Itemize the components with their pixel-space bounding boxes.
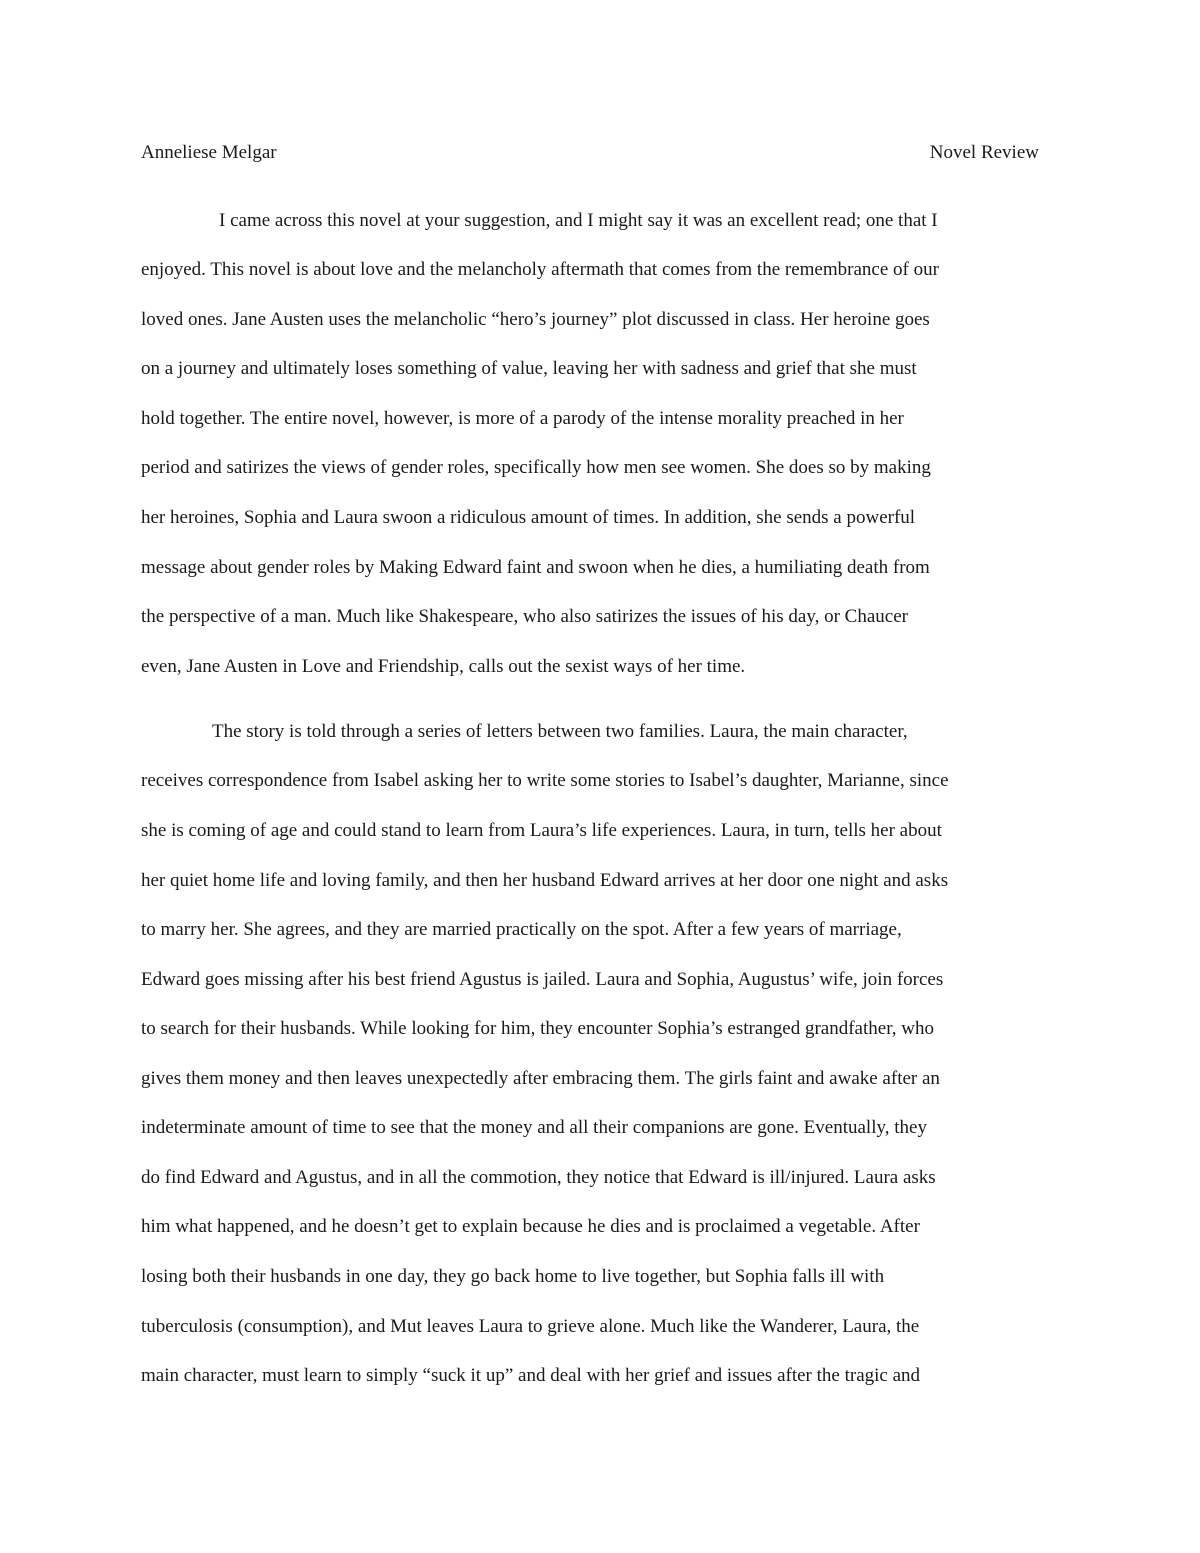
text-line: main character, must learn to simply “suck it up” and deal with her grief and issues after the tragic and bbox=[141, 1365, 921, 1386]
text-line: Edward goes missing after his best friend Agustus is jailed. Laura and Sophia, Augustus’ wife, join forces bbox=[141, 969, 944, 990]
text-line: even, Jane Austen in Love and Friendship, calls out the sexist ways of her time. bbox=[141, 656, 746, 677]
text-line: her quiet home life and loving family, and then her husband Edward arrives at her door one night and asks bbox=[141, 870, 949, 891]
text-line: The story is told through a series of letters between two families. Laura, the main character, bbox=[212, 721, 908, 742]
document-header bbox=[141, 142, 1039, 168]
text-line: gives them money and then leaves unexpectedly after embracing them. The girls faint and awake after an bbox=[141, 1068, 940, 1089]
text-line: her heroines, Sophia and Laura swoon a ridiculous amount of times. In addition, she sends a powerful bbox=[141, 507, 916, 528]
text-line: loved ones. Jane Austen uses the melancholic “hero’s journey” plot discussed in class. Her heroine goes bbox=[141, 309, 930, 330]
text-line: message about gender roles by Making Edward faint and swoon when he dies, a humiliating death from bbox=[141, 557, 930, 578]
text-line: the perspective of a man. Much like Shakespeare, who also satirizes the issues of his day, or Chaucer bbox=[141, 606, 908, 627]
document-type: Novel Review bbox=[929, 142, 1039, 163]
text-line: hold together. The entire novel, however, is more of a parody of the intense morality preached in her bbox=[141, 408, 904, 429]
text-line: losing both their husbands in one day, they go back home to live together, but Sophia falls ill with bbox=[141, 1266, 885, 1287]
text-line: to search for their husbands. While looking for him, they encounter Sophia’s estranged grandfather, who bbox=[141, 1018, 934, 1039]
text-line: tuberculosis (consumption), and Mut leaves Laura to grieve alone. Much like the Wanderer, Laura, the bbox=[141, 1316, 920, 1337]
text-line: do find Edward and Agustus, and in all the commotion, they notice that Edward is ill/injured. Laura asks bbox=[141, 1167, 936, 1188]
text-line: period and satirizes the views of gender roles, specifically how men see women. She does so by making bbox=[141, 457, 931, 478]
text-line: indeterminate amount of time to see that the money and all their companions are gone. Eventually, they bbox=[141, 1117, 927, 1138]
text-line: him what happened, and he doesn’t get to explain because he dies and is proclaimed a vegetable. After bbox=[141, 1216, 920, 1237]
text-line: on a journey and ultimately loses something of value, leaving her with sadness and grief that she must bbox=[141, 358, 917, 379]
text-line: receives correspondence from Isabel asking her to write some stories to Isabel’s daughter, Marianne, since bbox=[141, 770, 949, 791]
text-line: to marry her. She agrees, and they are married practically on the spot. After a few years of marriage, bbox=[141, 919, 902, 940]
text-line: enjoyed. This novel is about love and the melancholy aftermath that comes from the remembrance of our bbox=[141, 259, 939, 280]
author-name: Anneliese Melgar bbox=[141, 142, 277, 163]
text-line: she is coming of age and could stand to learn from Laura’s life experiences. Laura, in turn, tells her about bbox=[141, 820, 942, 841]
text-line: I came across this novel at your suggestion, and I might say it was an excellent read; one that I bbox=[219, 210, 938, 231]
